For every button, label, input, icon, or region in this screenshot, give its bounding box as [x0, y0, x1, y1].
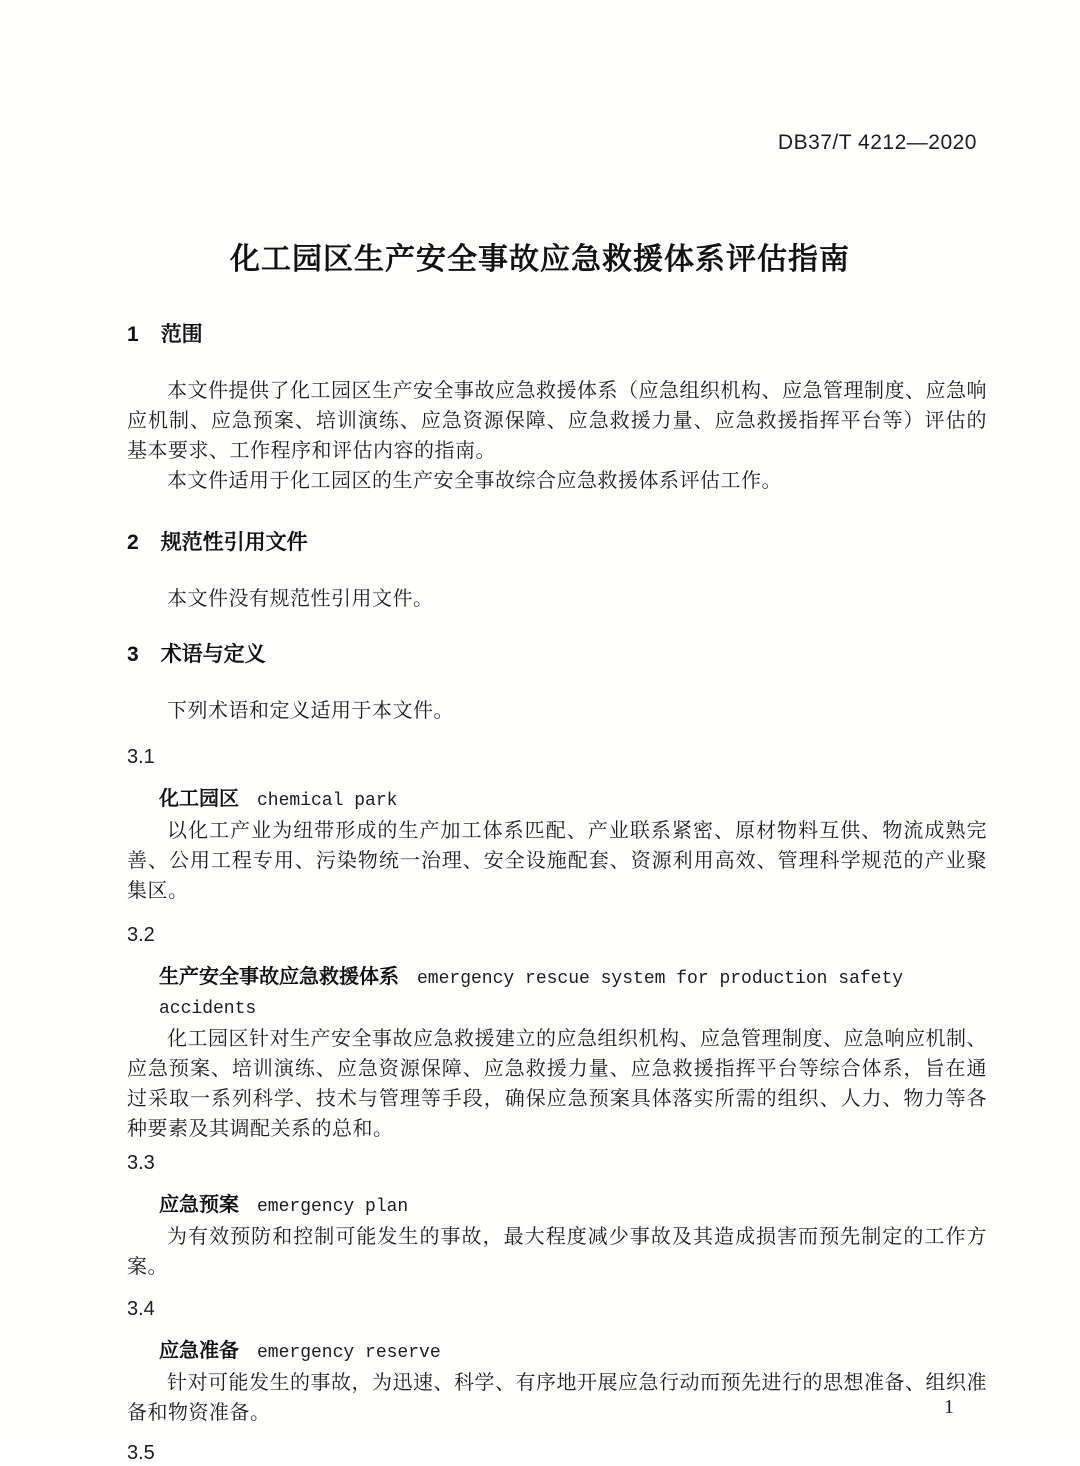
- term-definition: 为有效预防和控制可能发生的事故，最大程度减少事故及其造成损害而预先制定的工作方案。: [127, 1226, 987, 1278]
- standard-code: DB37/T 4212—2020: [777, 131, 977, 154]
- paragraph: 本文件提供了化工园区生产安全事故应急救援体系（应急组织机构、应急管理制度、应急响应机制、应急预案、培训演练、应急资源保障、应急救援力量、应急救援指挥平台等）评估的基本要求、工作程序和评估内容的指南。: [127, 380, 987, 462]
- term-name-zh: 生产安全事故应急救援体系: [159, 966, 399, 988]
- term-number-3-4: 3.4: [127, 1298, 155, 1320]
- term-name-en: emergency reserve: [257, 1343, 441, 1363]
- term-number-3-2: 3.2: [127, 924, 155, 946]
- term-name-zh: 化工园区: [159, 788, 239, 810]
- section-number: 2: [127, 531, 139, 554]
- term-number-3-3: 3.3: [127, 1152, 155, 1174]
- term-name-en: chemical park: [257, 791, 398, 811]
- term-heading-3-3: [127, 1190, 987, 1222]
- term-name-zh: 应急准备: [159, 1340, 239, 1362]
- document-body: [127, 322, 987, 1466]
- term-heading-3-1: [127, 784, 987, 816]
- term-name-zh: 应急预案: [159, 1194, 239, 1216]
- term-definition: 以化工产业为纽带形成的生产加工体系匹配、产业联系紧密、原材物料互供、物流成熟完善、公用工程专用、污染物统一治理、安全设施配套、资源利用高效、管理科学规范的产业聚集区。: [127, 820, 987, 902]
- term-heading-3-4: [127, 1336, 987, 1368]
- paragraph: 下列术语和定义适用于本文件。: [167, 700, 454, 722]
- page-number: 1: [944, 1396, 954, 1418]
- section-title: 术语与定义: [160, 643, 266, 666]
- section-1-heading: [127, 322, 987, 348]
- section-number: 3: [127, 643, 139, 666]
- document-title: 化工园区生产安全事故应急救援体系评估指南: [230, 243, 850, 276]
- section-title: 范围: [160, 323, 203, 346]
- term-number-3-1: 3.1: [127, 746, 155, 768]
- section-3-heading: [127, 642, 987, 668]
- section-number: 1: [127, 323, 139, 346]
- term-heading-3-2: [127, 962, 987, 1024]
- section-title: 规范性引用文件: [160, 531, 308, 554]
- term-definition: 化工园区针对生产安全事故应急救援建立的应急组织机构、应急管理制度、应急响应机制、应急预案、培训演练、应急资源保障、应急救援力量、应急救援指挥平台等综合体系，旨在通过采取一系列科学、技术与管理等手段，确保应急预案具体落实所需的组织、人力、物力等各种要素及其调配关系的总和。: [127, 1028, 987, 1140]
- term-name-en: emergency plan: [257, 1197, 409, 1217]
- paragraph: 本文件没有规范性引用文件。: [167, 588, 434, 610]
- term-number-3-5: 3.5: [127, 1442, 155, 1464]
- section-2-heading: [127, 530, 987, 556]
- paragraph: 本文件适用于化工园区的生产安全事故综合应急救援体系评估工作。: [167, 470, 782, 492]
- term-definition: 针对可能发生的事故，为迅速、科学、有序地开展应急行动而预先进行的思想准备、组织准备和物资准备。: [127, 1372, 987, 1424]
- term-name-en: emergency rescue system for production safety accidents: [159, 969, 904, 1019]
